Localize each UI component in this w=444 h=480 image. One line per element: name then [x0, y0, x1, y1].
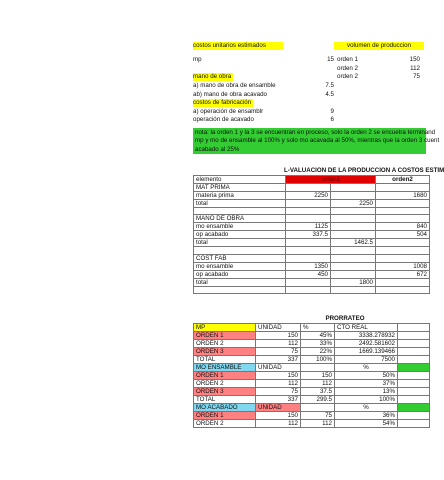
cell[interactable]: 7500 [335, 356, 398, 364]
table-row [194, 332, 430, 340]
cell[interactable] [398, 388, 430, 396]
cto-real-header[interactable]: CTO REAL [335, 324, 398, 332]
cell[interactable] [301, 364, 335, 372]
mo-acabado-label[interactable]: ab) mano de obra acavado [193, 91, 267, 98]
cell-orden1[interactable]: 1125 [286, 223, 331, 231]
mp-header[interactable]: MP [194, 324, 256, 332]
cell[interactable] [398, 396, 430, 404]
table-row [194, 372, 430, 380]
cell[interactable] [376, 215, 430, 223]
cell-orden1[interactable]: 2250 [286, 192, 331, 200]
table-row [194, 404, 430, 412]
cell[interactable] [331, 192, 376, 200]
row-label[interactable]: ORDEN 1 [194, 412, 256, 420]
op-acabado-label[interactable]: operación de acavado [193, 116, 254, 123]
percent-header[interactable]: % [335, 404, 398, 412]
cell[interactable]: 36% [335, 412, 398, 420]
table-row [194, 364, 430, 372]
op-acabado-value[interactable]: 6 [330, 116, 334, 123]
cell[interactable] [286, 278, 331, 286]
order-2-value[interactable]: 112 [410, 65, 420, 72]
cell-label[interactable]: op acabado [194, 231, 286, 239]
row-label[interactable]: ORDEN 3 [194, 388, 256, 396]
cell[interactable]: 37.5 [301, 388, 335, 396]
mo-ensamble-label[interactable]: a) mano de obra de ensamble [193, 82, 276, 89]
cell-label[interactable]: mo ensamble [194, 223, 286, 231]
mano-de-obra-label[interactable]: mano de obra [193, 73, 232, 80]
cell[interactable]: 150 [301, 372, 335, 380]
cell[interactable] [331, 286, 376, 293]
cell[interactable]: 50% [335, 372, 398, 380]
table-row [194, 200, 430, 208]
cell[interactable]: 337 [256, 396, 301, 404]
cell[interactable] [376, 254, 430, 262]
cell[interactable] [301, 404, 335, 412]
table-row [194, 223, 430, 231]
row-label[interactable]: TOTAL [194, 356, 256, 364]
cell[interactable]: 337 [256, 356, 301, 364]
order-2-label[interactable]: orden 2 [337, 65, 358, 72]
cell-total[interactable]: 2250 [331, 200, 376, 208]
note-box[interactable] [193, 128, 440, 154]
costos-fabricacion-label[interactable]: costos de fabricación [193, 99, 252, 106]
table-row [194, 262, 430, 270]
cell[interactable] [398, 412, 430, 420]
row-label[interactable]: ORDEN 1 [194, 372, 256, 380]
cell[interactable]: 54% [335, 420, 398, 428]
cell-orden2[interactable]: 1680 [376, 192, 430, 200]
cell[interactable] [376, 208, 430, 215]
table-row [194, 192, 430, 200]
cell-orden2[interactable]: 1008 [376, 262, 430, 270]
row-label[interactable]: ORDEN 1 [194, 332, 256, 340]
cell[interactable] [376, 286, 430, 293]
cell-label[interactable]: op acabado [194, 270, 286, 278]
cell[interactable] [398, 404, 430, 412]
cell[interactable] [376, 184, 430, 192]
cell[interactable]: 3338.278932 [335, 332, 398, 340]
row-label[interactable]: TOTAL [194, 396, 256, 404]
order-3-label[interactable]: orden 2 [337, 73, 358, 80]
table-row [194, 278, 430, 286]
cell[interactable] [331, 254, 376, 262]
table-row [194, 176, 430, 184]
cell[interactable]: 100% [335, 396, 398, 404]
cell[interactable]: 13% [335, 388, 398, 396]
cell[interactable] [398, 356, 430, 364]
cell[interactable] [286, 286, 331, 293]
cell[interactable] [286, 254, 331, 262]
table-row [194, 239, 430, 247]
cell[interactable] [331, 215, 376, 223]
cell-total[interactable]: 1800 [331, 278, 376, 286]
header-orden2[interactable]: orden2 [376, 176, 430, 184]
cell[interactable]: 75 [256, 388, 301, 396]
order-1-value[interactable]: 150 [409, 56, 420, 63]
cell[interactable] [286, 184, 331, 192]
cell[interactable] [194, 286, 286, 293]
cell[interactable] [398, 332, 430, 340]
valuacion-table [193, 175, 430, 294]
cell[interactable]: 150 [256, 412, 301, 420]
cell[interactable]: 75 [256, 348, 301, 356]
mp-label[interactable]: mp [193, 56, 202, 63]
cell[interactable]: 45% [301, 332, 335, 340]
cell-orden2[interactable]: 840 [376, 223, 430, 231]
row-label[interactable]: ORDEN 2 [194, 380, 256, 388]
valuacion-title[interactable]: L-VALUACION DE LA PRODUCCION A COSTOS ESTIM [284, 167, 444, 174]
op-ensamble-label[interactable]: a) operación de ensamblr [193, 108, 264, 115]
mano-obra-section[interactable]: MANO DE OBRA [194, 215, 286, 223]
table-row [194, 412, 430, 420]
cell[interactable]: 299.5 [301, 396, 335, 404]
percent-header[interactable]: % [335, 364, 398, 372]
order-3-value[interactable]: 75 [413, 73, 420, 80]
table-row [194, 184, 430, 192]
cell-orden1[interactable]: 337.5 [286, 231, 331, 239]
cell-total[interactable]: 1462.5 [331, 239, 376, 247]
cell-label[interactable]: materia prima [194, 192, 286, 200]
order-1-label[interactable]: orden 1 [337, 56, 358, 63]
cell[interactable] [398, 380, 430, 388]
cell[interactable] [331, 270, 376, 278]
costos-unitarios-label[interactable]: costos unitarios estimados [193, 42, 283, 50]
cell[interactable]: 150 [256, 332, 301, 340]
cell-orden1[interactable]: 450 [286, 270, 331, 278]
table-row [194, 254, 430, 262]
table-row [194, 388, 430, 396]
note-line-3: acabado al 25% [195, 145, 240, 153]
cell[interactable]: 112 [256, 420, 301, 428]
cell[interactable]: 112 [256, 340, 301, 348]
cell[interactable]: 112 [256, 380, 301, 388]
cell[interactable] [398, 340, 430, 348]
cell[interactable]: 22% [301, 348, 335, 356]
cell[interactable]: 1669.139466 [335, 348, 398, 356]
table-row [194, 324, 430, 332]
cell[interactable] [398, 348, 430, 356]
cell-label[interactable]: mo ensamble [194, 262, 286, 270]
cell[interactable] [331, 262, 376, 270]
cell[interactable]: 75 [301, 412, 335, 420]
row-label[interactable]: ORDEN 2 [194, 340, 256, 348]
cell[interactable] [286, 247, 331, 254]
cell[interactable]: 2492.581602 [335, 340, 398, 348]
cell[interactable]: 37% [335, 380, 398, 388]
cell[interactable]: 150 [256, 372, 301, 380]
note-line-1: nota: la orden 1 y la 3 se encuentran en proceso, solo la orden 2 se encuetra terminand [195, 129, 436, 136]
cell[interactable] [194, 247, 286, 254]
mo-ensamble-header[interactable]: MO ENSAMBLE [194, 364, 256, 372]
row-label[interactable]: ORDEN 3 [194, 348, 256, 356]
op-ensamble-value[interactable]: 9 [330, 108, 334, 115]
row-label[interactable]: ORDEN 2 [194, 420, 256, 428]
table-row [194, 340, 430, 348]
table-row [194, 356, 430, 364]
table-row [194, 396, 430, 404]
mo-ensamble-value[interactable]: 7.5 [325, 82, 334, 89]
cell[interactable]: 100% [301, 356, 335, 364]
header-elemento[interactable]: elemento [194, 176, 286, 184]
percent-header[interactable]: % [301, 324, 335, 332]
table-row [194, 270, 430, 278]
unidad-header[interactable]: UNIDAD [256, 364, 301, 372]
cell[interactable] [398, 324, 430, 332]
cell[interactable]: 33% [301, 340, 335, 348]
cell[interactable] [398, 364, 430, 372]
cell-label[interactable]: total [194, 278, 286, 286]
cell[interactable] [286, 215, 331, 223]
unidad-header[interactable]: UNIDAD [256, 324, 301, 332]
cell-orden2[interactable]: 504 [376, 231, 430, 239]
mo-acabado-value[interactable]: 4.5 [325, 91, 334, 98]
cell[interactable] [331, 223, 376, 231]
cell[interactable] [286, 239, 331, 247]
cost-fab-section[interactable]: COST FAB [194, 254, 286, 262]
table-row [194, 231, 430, 239]
cell[interactable] [331, 208, 376, 215]
note-line-2: mp y mo de ensamble al 100% y solo mo acavada al 50%, mientras que la orden 3 cuent [195, 137, 440, 145]
cell-label[interactable]: total [194, 200, 286, 208]
cell[interactable] [331, 247, 376, 254]
header-orden1[interactable]: orden1 [286, 176, 376, 184]
cell[interactable] [194, 208, 286, 215]
cell[interactable] [286, 200, 331, 208]
table-row [194, 286, 430, 293]
table-row [194, 420, 430, 428]
cell[interactable] [398, 420, 430, 428]
cell-orden2[interactable]: 672 [376, 270, 430, 278]
cell[interactable]: 112 [301, 380, 335, 388]
table-row [194, 380, 430, 388]
table-row [194, 348, 430, 356]
mat-prima-section[interactable]: MAT PRIMA [194, 184, 286, 192]
cell[interactable]: 112 [301, 420, 335, 428]
unidad-header[interactable]: UNIDAD [256, 404, 301, 412]
table-row [194, 215, 430, 223]
cell[interactable] [376, 278, 430, 286]
cell-label[interactable]: total [194, 239, 286, 247]
cell[interactable] [398, 372, 430, 380]
table-row [194, 247, 430, 254]
cell[interactable] [376, 247, 430, 254]
cell[interactable] [286, 208, 331, 215]
cell[interactable] [376, 239, 430, 247]
table-row [194, 208, 430, 215]
mo-acabado-header[interactable]: MO ACABADO [194, 404, 256, 412]
cell[interactable] [376, 200, 430, 208]
volumen-produccion-label[interactable]: volumen de produccion [334, 42, 424, 50]
cell-orden1[interactable]: 1350 [286, 262, 331, 270]
cell[interactable] [331, 231, 376, 239]
prorrateo-title[interactable]: PRORRATEO [325, 315, 365, 322]
cell[interactable] [331, 184, 376, 192]
mp-value[interactable]: 15 [327, 56, 334, 63]
prorrateo-table [193, 323, 430, 428]
